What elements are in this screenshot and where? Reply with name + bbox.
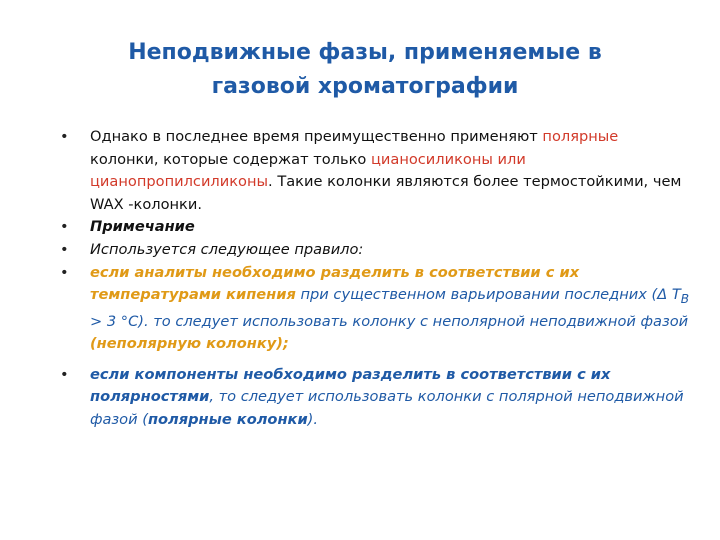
b2-note: Примечание [90,218,195,236]
b1-text-2: колонки, которые содержат только [90,150,371,168]
b5-polar-columns: полярные колонки [147,411,308,429]
b1-text-3: . Такие колонки являются более термостойкими, чем WAX -колонки. [90,173,682,213]
bullet-marker: • [60,128,69,145]
slide-title [60,36,670,104]
bullet-marker: • [60,240,69,258]
b5-text-2: , то следует использовать колонки с полярной неподвижной фазой ( [90,388,684,429]
b5-text-3: ). [307,411,319,429]
bullet-item-2 [40,216,690,239]
b5-text-1: если компоненты необходимо разделить в соответствии с их [90,365,611,383]
bullet-marker: • [60,218,69,236]
b1-highlight-polar: полярные [542,128,619,145]
bullet-item-5 [40,364,690,432]
bullet-item-3 [40,239,690,262]
b4-text-1: если аналиты необходимо разделить в соответствии с их [90,263,580,281]
b5-polarity: полярностями [90,388,210,406]
bullet-list [40,126,690,432]
title-line-2: газовой хроматографии [211,74,519,99]
b4-text-2: при существенном варьировании последних (Δ T [295,286,681,304]
bullet-marker: • [60,263,69,281]
b1-highlight-cyano: цианосиликоны или цианопропилсиликоны [90,150,526,191]
b3-rule: Используется следующее правило: [90,240,364,258]
bullet-item-4 [40,262,690,356]
bullet-item-1 [40,126,690,216]
b4-subscript: B [680,292,690,307]
b4-text-3: > 3 °С). то следует использовать колонку с неполярной неподвижной фазой [90,312,689,330]
b4-boiling: температурами кипения [90,286,296,304]
b1-text-1: Однако в последнее время преимущественно применяют [90,128,543,145]
title-line-1: Неподвижные фазы, применяемые в [128,40,602,65]
b4-nonpolar: (неполярную колонку); [90,335,289,353]
bullet-marker: • [60,365,69,383]
